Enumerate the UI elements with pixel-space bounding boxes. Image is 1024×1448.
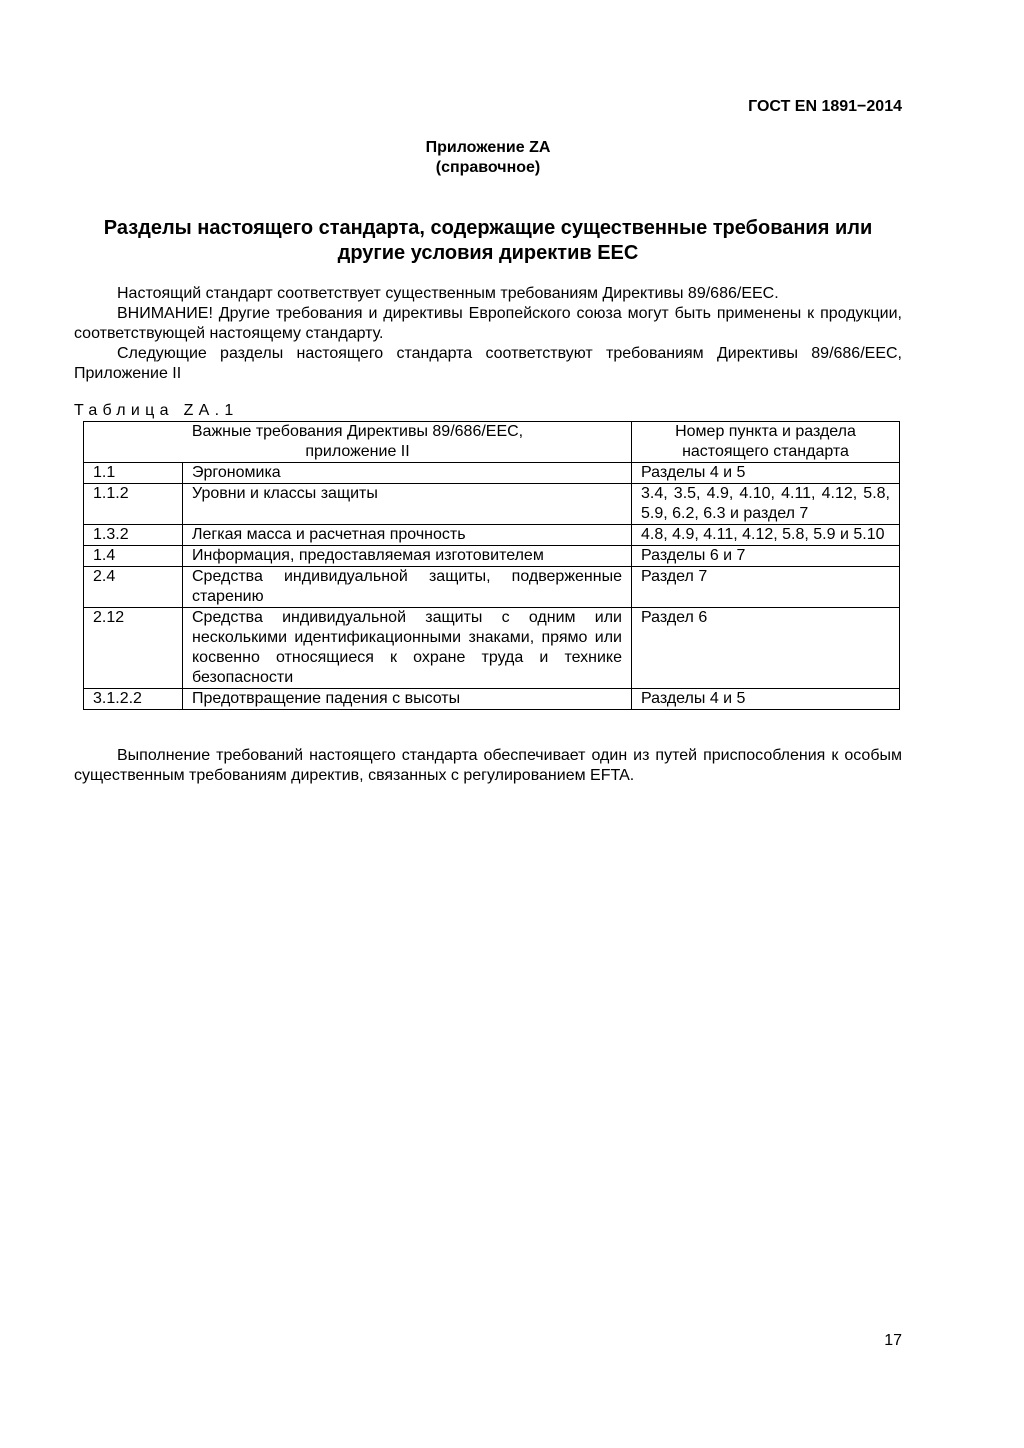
annex-title: Приложение ZA (425, 139, 551, 156)
conclusion-paragraph: Выполнение требований настоящего стандарта обеспечивает один из путей приспособления к особым существенным требованиям директив, связанных с регулированием EFTA. (74, 747, 902, 784)
annex-block (0, 138, 976, 178)
row-number: 1.1.2 (84, 484, 183, 525)
table-row (84, 546, 900, 567)
header-requirements (84, 422, 632, 463)
section-heading-line-1: Разделы настоящего стандарта, содержащие существенные требования или (103, 217, 873, 239)
conclusion-text (74, 746, 902, 786)
intro-text (74, 284, 902, 384)
intro-paragraph-3: Следующие разделы настоящего стандарта соответствуют требованиям Директивы 89/686/ЕЕС, Приложение II (74, 345, 902, 382)
header-requirements-line-1: Важные требования Директивы 89/686/ЕЕС, (191, 423, 524, 440)
row-number: 1.1 (84, 463, 183, 484)
intro-paragraph-1: Настоящий стандарт соответствует существенным требованиям Директивы 89/686/ЕЕС. (117, 285, 779, 302)
row-reference: 3.4, 3.5, 4.9, 4.10, 4.11, 4.12, 5.8, 5.9, 6.2, 6.3 и раздел 7 (632, 484, 900, 525)
annex-status: (справочное) (435, 159, 541, 176)
section-heading (74, 216, 902, 266)
row-reference: 4.8, 4.9, 4.11, 4.12, 5.8, 5.9 и 5.10 (632, 525, 900, 546)
row-number: 2.12 (84, 608, 183, 689)
table-row (84, 608, 900, 689)
row-requirement: Средства индивидуальной защиты с одним или несколькими идентификационными знаками, прямо или косвенно относящиеся к охране труда и технике безопасности (183, 608, 632, 689)
table-header-row (84, 422, 900, 463)
table-row (84, 463, 900, 484)
table-row (84, 525, 900, 546)
header-requirements-line-2: приложение II (305, 443, 410, 460)
intro-paragraph-2: ВНИМАНИЕ! Другие требования и директивы Европейского союза могут быть применены к продукции, соответствующей настоящему стандарту. (74, 305, 902, 342)
row-reference: Раздел 6 (632, 608, 900, 689)
row-requirement: Предотвращение падения с высоты (183, 689, 632, 710)
row-requirement: Легкая масса и расчетная прочность (183, 525, 632, 546)
table-label: Таблица ZA.1 (74, 402, 239, 419)
row-reference: Раздел 7 (632, 567, 900, 608)
row-requirement: Эргономика (183, 463, 632, 484)
row-requirement: Средства индивидуальной защиты, подверженные старению (183, 567, 632, 608)
row-number: 3.1.2.2 (84, 689, 183, 710)
row-requirement: Уровни и классы защиты (183, 484, 632, 525)
row-reference: Разделы 4 и 5 (632, 463, 900, 484)
header-reference (632, 422, 900, 463)
page-number: 17 (884, 1332, 902, 1349)
table-row (84, 484, 900, 525)
table-row (84, 689, 900, 710)
row-number: 1.3.2 (84, 525, 183, 546)
standard-number: ГОСТ EN 1891−2014 (748, 98, 902, 115)
header-reference-line-1: Номер пункта и раздела (675, 423, 856, 440)
row-requirement: Информация, предоставляемая изготовителем (183, 546, 632, 567)
row-reference: Разделы 4 и 5 (632, 689, 900, 710)
row-number: 2.4 (84, 567, 183, 608)
row-reference: Разделы 6 и 7 (632, 546, 900, 567)
table-row (84, 567, 900, 608)
section-heading-line-2: другие условия директив ЕЕС (337, 242, 639, 264)
requirements-table (83, 421, 900, 710)
header-reference-line-2: настоящего стандарта (682, 443, 849, 460)
row-number: 1.4 (84, 546, 183, 567)
